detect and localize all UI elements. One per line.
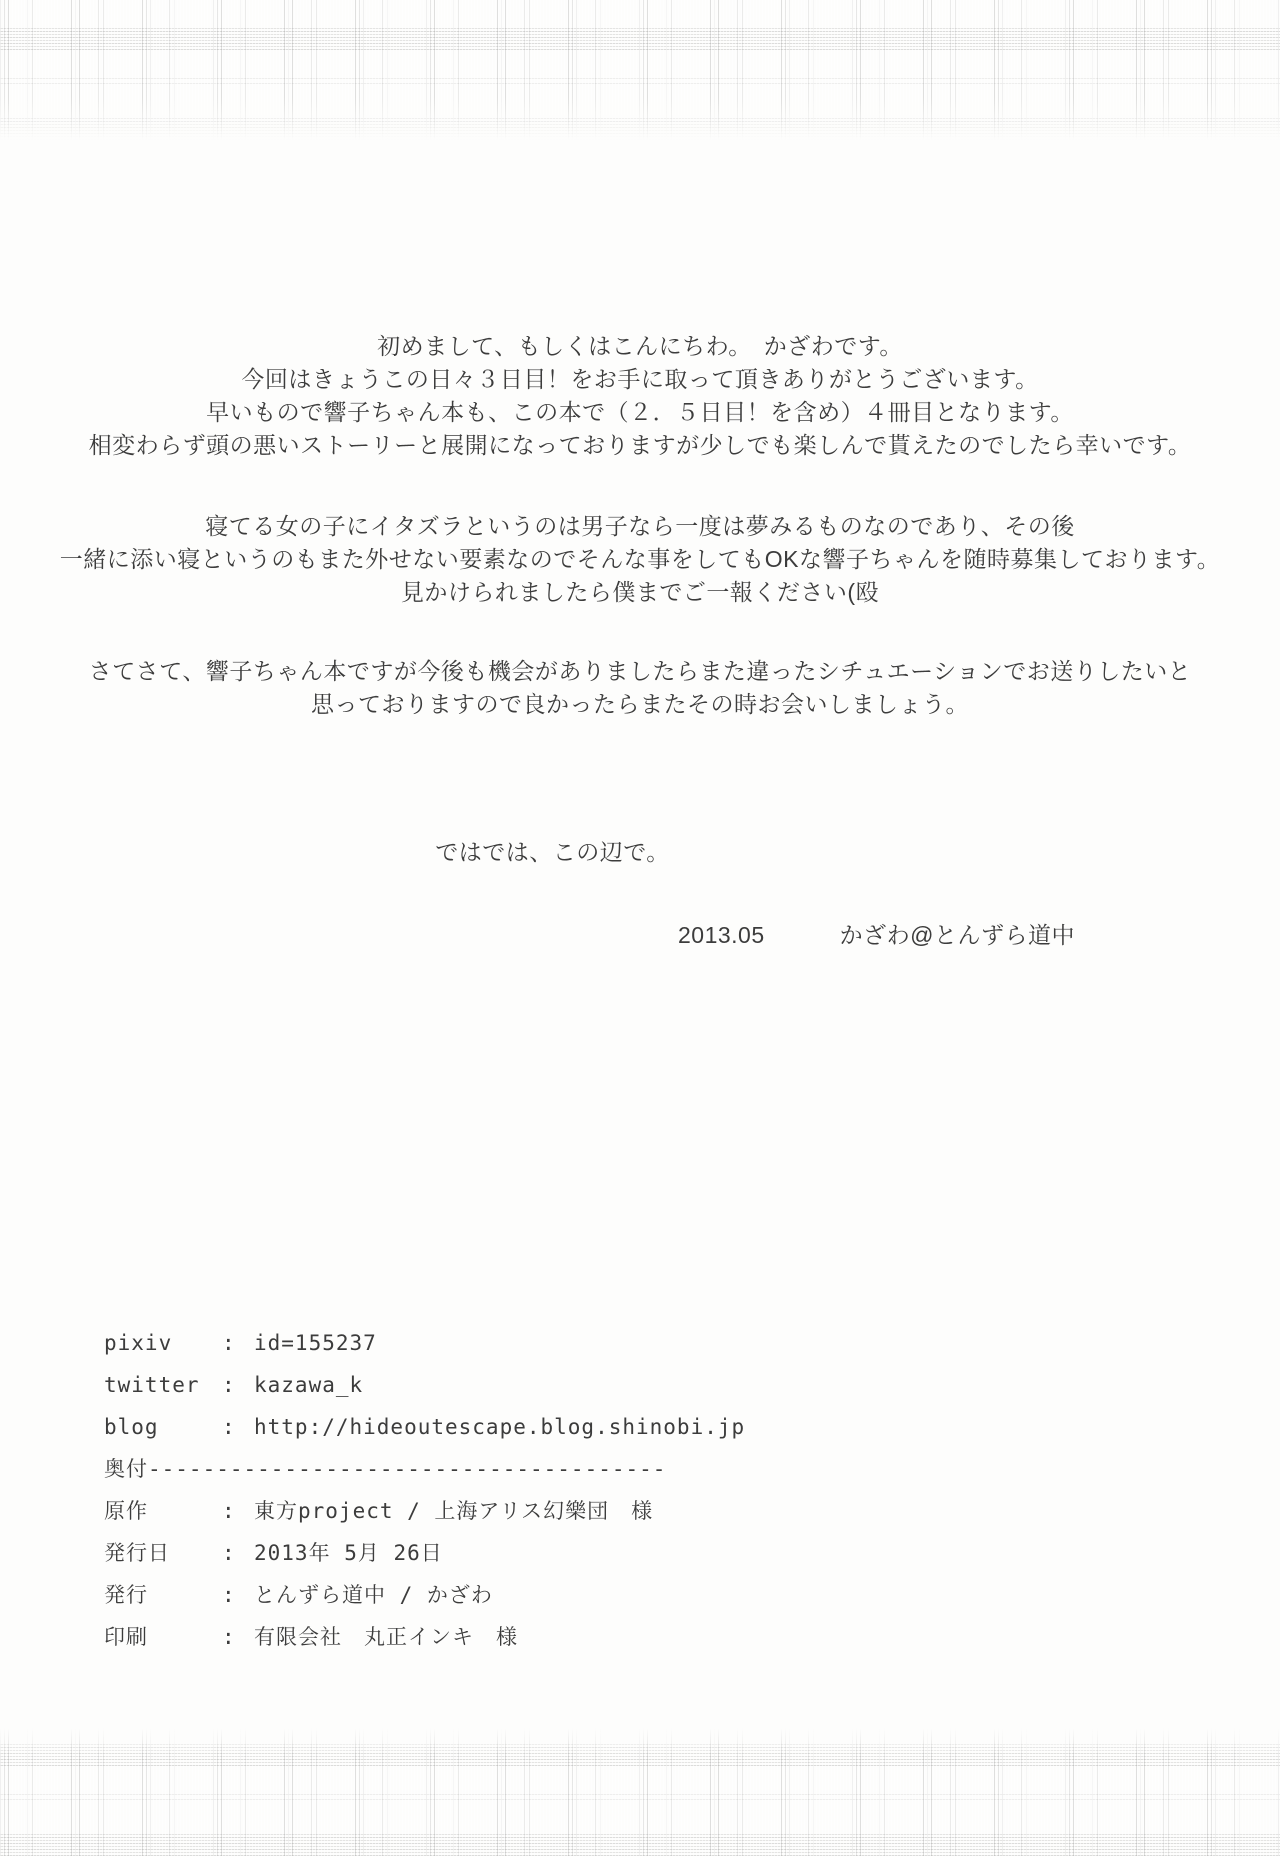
colon-separator: : [222, 1373, 236, 1397]
colophon-label: 原作 [104, 1499, 148, 1523]
afterword-line: 一緒に添い寝というのもまた外せない要素なのでそんな事をしてもOKな響子ちゃんを随時募集しております。 [59, 546, 1221, 572]
date-signature [40, 919, 1240, 952]
afterword-line: 今回はきょうこの日々３日目！をお手に取って頂きありがとうございます。 [241, 366, 1039, 392]
contact-colophon-block [104, 1322, 804, 1658]
publication-date: 2013年 5月 26日 [254, 1541, 443, 1565]
colon-separator: : [222, 1331, 236, 1355]
colophon-label: 印刷 [104, 1625, 148, 1649]
colon-separator: : [222, 1415, 236, 1439]
afterword-line: 相変わらず頭の悪いストーリーと展開になっておりますが少しでも楽しんで貰えたのでしたら幸いです。 [88, 432, 1192, 458]
colon-separator: : [222, 1499, 236, 1523]
colophon-header: 奥付-------------------------------------- [104, 1457, 667, 1481]
printer: 有限会社 丸正インキ 様 [254, 1625, 518, 1649]
colophon-row-printer [104, 1616, 804, 1658]
contact-row-twitter [104, 1364, 804, 1406]
contact-row-blog [104, 1406, 804, 1448]
closing-line: ではでは、この辺で。 [435, 839, 670, 865]
afterword-line: 寝てる女の子にイタズラというのは男子なら一度は夢みるものなのであり、その後 [205, 513, 1075, 539]
colophon-row-original [104, 1490, 804, 1532]
contact-label: twitter [104, 1373, 200, 1397]
blog-url: http://hideoutescape.blog.shinobi.jp [254, 1415, 746, 1439]
afterword-paragraph [40, 510, 1240, 609]
afterword-line: 思っておりますので良かったらまたその時お会いしましょう。 [311, 691, 969, 717]
afterword-line: さてさて、響子ちゃん本ですが今後も機会がありましたらまた違ったシチュエーションでお送りしたいと [88, 658, 1192, 684]
contact-row-pixiv [104, 1322, 804, 1364]
afterword-line: 初めまして、もしくはこんにちわ。 かざわです。 [377, 333, 903, 359]
afterword-paragraph [40, 655, 1240, 721]
twitter-handle: kazawa_k [254, 1373, 364, 1397]
contact-label: blog [104, 1415, 159, 1439]
colophon-label: 発行 [104, 1583, 148, 1607]
colon-separator: : [222, 1541, 236, 1565]
colon-separator: : [222, 1583, 236, 1607]
publisher: とんずら道中 / かざわ [254, 1583, 493, 1607]
afterword-line: 見かけられましたら僕までご一報ください(殴 [400, 579, 880, 605]
afterword-paragraph [40, 330, 1240, 462]
colophon-row-publisher [104, 1574, 804, 1616]
bottom-plaid-border [0, 1728, 1280, 1856]
colophon-label: 発行日 [104, 1541, 170, 1565]
colophon-row-pubdate [104, 1532, 804, 1574]
top-plaid-border [0, 0, 1280, 140]
pixiv-id: id=155237 [254, 1331, 377, 1355]
original-work: 東方project / 上海アリス幻樂団 様 [254, 1499, 654, 1523]
afterword-line: 早いもので響子ちゃん本も、この本で（２．５日目！を含め）４冊目となります。 [206, 399, 1074, 425]
publish-date: 2013.05 [678, 922, 765, 948]
afterword-text [40, 330, 1240, 952]
author-signature: かざわ@とんずら道中 [839, 922, 1075, 948]
colon-separator: : [222, 1625, 236, 1649]
contact-label: pixiv [104, 1331, 173, 1355]
